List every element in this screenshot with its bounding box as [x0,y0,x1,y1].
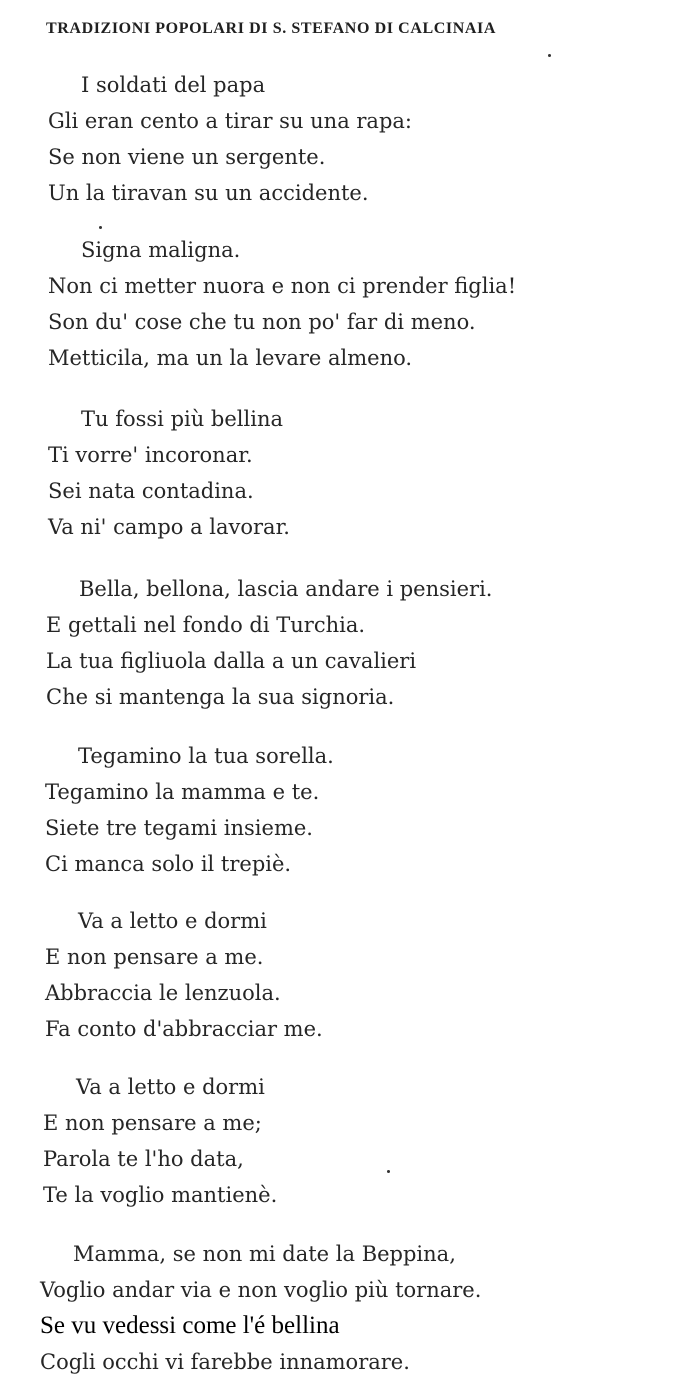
verse-line: Va a letto e dormi [76,1075,265,1099]
stanza-8 [40,1236,678,1380]
verse-line: Bella, bellona, lascia andare i pensieri. [79,577,493,601]
stanza-1 [48,67,678,211]
print-speck [99,226,102,229]
verse-line: Tegamino la tua sorella. [78,744,334,768]
verse-line: Voglio andar via e non voglio più tornare. [40,1278,482,1302]
verse-line: Va ni' campo a lavorar. [48,515,290,539]
stanza-6 [45,903,678,1047]
verse-line: Te la voglio mantienè. [43,1183,278,1207]
verse-line: Mamma, se non mi date la Beppina, [73,1242,456,1266]
running-header: TRADIZIONI POPOLARI DI S. STEFANO DI CALCINAIA [46,20,497,37]
verse-line: Se non viene un sergente. [48,145,326,169]
stanza-5 [45,738,678,882]
stanza-3 [48,401,678,545]
verse-line: Ci manca solo il trepiè. [45,852,292,876]
verse-line: Tu fossi più bellina [81,407,283,431]
verse-line: I soldati del papa [81,73,266,97]
verse-line: Siete tre tegami insieme. [45,816,313,840]
verse-line: Metticila, ma un la levare almeno. [48,346,413,370]
verse-line: Ti vorre' incoronar. [48,443,253,467]
verse-line: Gli eran cento a tirar su una rapa: [48,109,412,133]
verse-line: Fa conto d'abbracciar me. [45,1017,323,1041]
verse-line: Abbraccia le lenzuola. [45,981,281,1005]
stanza-7 [43,1069,678,1213]
print-speck [387,1170,390,1173]
verse-line: E gettali nel fondo di Turchia. [46,613,366,637]
verse-line: Che si mantenga la sua signoria. [46,685,395,709]
verse-line: Cogli occhi vi farebbe innamorare. [40,1350,410,1374]
verse-line: Va a letto e dormi [78,909,267,933]
verse-line-replaced: Se vu vedessi come l'é bellina [40,1312,340,1339]
verse-line: E non pensare a me. [45,945,264,969]
verse-line: La tua figliuola dalla a un cavalieri [46,649,417,673]
stanza-2 [48,232,678,376]
verse-line: Un la tiravan su un accidente. [48,181,369,205]
verse-line: Non ci metter nuora e non ci prender figlia! [48,274,517,298]
verse-line: Sei nata contadina. [48,479,254,503]
verse-line: Son du' cose che tu non po' far di meno. [48,310,476,334]
verse-line: Tegamino la mamma e te. [45,780,320,804]
print-speck [548,54,551,57]
verse-line: Signa maligna. [81,238,241,262]
verse-line: Parola te l'ho data, [43,1147,244,1171]
verse-line: E non pensare a me; [43,1111,262,1135]
stanza-4 [46,571,678,715]
